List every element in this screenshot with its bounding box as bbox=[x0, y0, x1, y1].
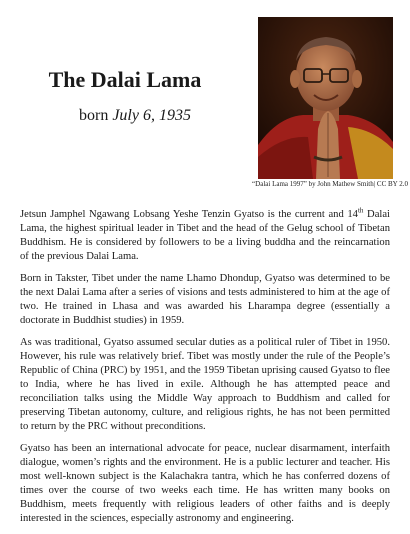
paragraph-3: As was traditional, Gyatso assumed secular duties as a political ruler of Tibet in 1950. However, his rule was relatively brief. Tibet was mostly under the rule of the People’s Republic of China (PRC) by 1951, and the 1959 Tibetan uprising caused Gyatso to flee to India, where he has lived in exile. Although he has attempted peace and reconciliation talks using the Middle Way approach to Buddhism and called for preserving Tibetan autonomy, culture, and religious rights, he has not been permitted to return by the PRC without preconditions. bbox=[20, 337, 390, 432]
born-label: born bbox=[79, 107, 109, 124]
paragraph-2: Born in Takster, Tibet under the name Lhamo Dhondup, Gyatso was determined to be the next Dalai Lama after a series of visions and tests administered to him at the age of two. He trained in Lhasa and was awarded his Lharampa degree (essentially a doctorate in Buddhist studies) in 1959. bbox=[20, 273, 390, 326]
birth-line bbox=[30, 106, 240, 126]
portrait-illustration bbox=[258, 17, 393, 179]
paragraph-4: Gyatso has been an international advocate for peace, nuclear disarmament, interfaith dialogue, women’s rights and the environment. He is a public lecturer and teacher. His most well-known subject is the Kalachakra tantra, which he has conferred dozens of times over the course of two weeks each time. He has written many books on Buddhism, meets frequently with religious leaders of other faiths and is deeply interested in the sciences, especially astronomy and engineering. bbox=[20, 443, 390, 524]
paragraph-1-text-b: Dalai Lama, the highest spiritual leader in Tibet and the head of the Gelug school of Tibetan Buddhism. He is considered by followers to be a living buddha and the reincarnation of the previous Dalai Lama. bbox=[20, 209, 390, 262]
article-body bbox=[20, 208, 390, 534]
ordinal-suffix: th bbox=[357, 206, 364, 215]
page-title: The Dalai Lama bbox=[48, 67, 202, 92]
paragraph-1 bbox=[20, 208, 390, 264]
photo-caption: “Dalai Lama 1997” by John Mathew Smith| CC BY 2.0 bbox=[252, 180, 408, 188]
portrait-photo bbox=[258, 17, 393, 179]
paragraph-1-text-a: Jetsun Jamphel Ngawang Lobsang Yeshe Tenzin Gyatso is the current and 14 bbox=[20, 209, 358, 220]
birth-date: July 6, 1935 bbox=[112, 107, 191, 124]
